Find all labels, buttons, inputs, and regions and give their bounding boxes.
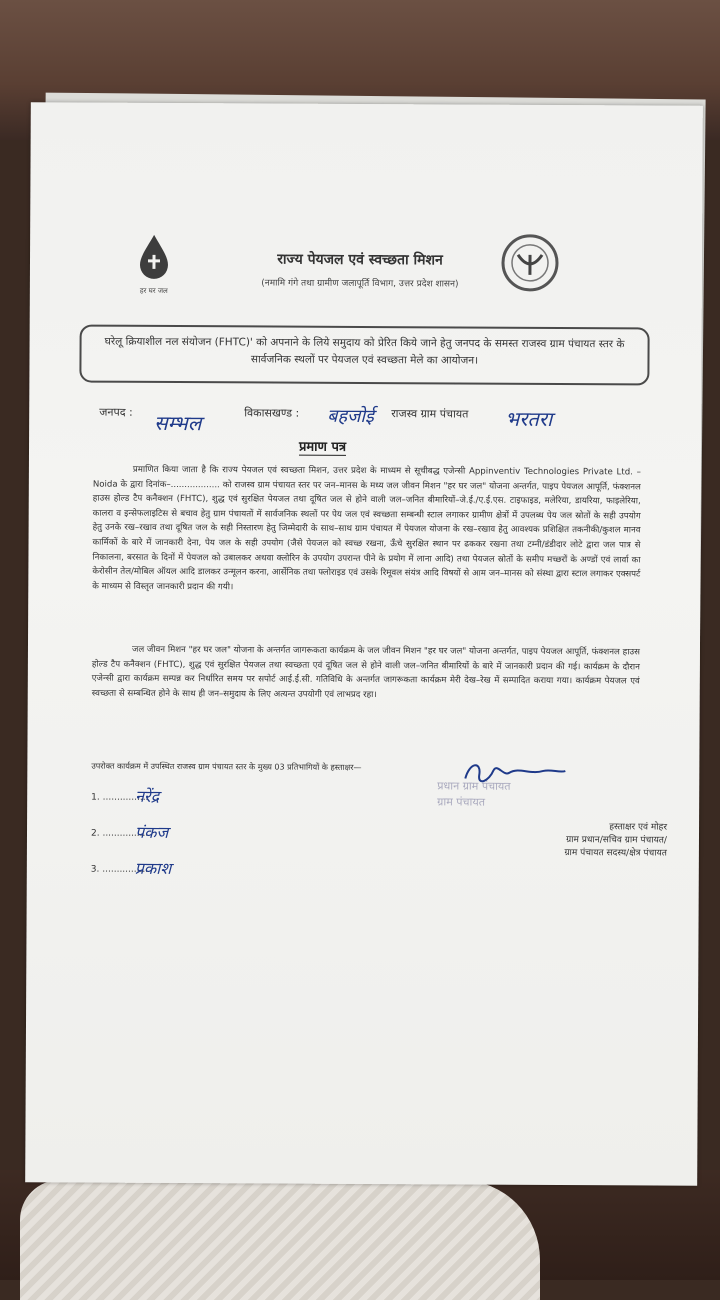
signature-block bbox=[467, 821, 667, 861]
signature-role: ग्राम पंचायत सदस्य/क्षेत्र पंचायत bbox=[564, 848, 667, 859]
district-value: सम्भल bbox=[154, 410, 202, 436]
paragraph-2: जल जीवन मिशन "हर घर जल" योजना के अन्तर्गत जागरूकता कार्यक्रम के जल जीवन मिशन "हर घर जल" योजना अन्तर्गत, पाइप पेयजल आपूर्ति, फंक्शनल हाउस होल्ड टैप कनैक्शन (FHTC), शुद्ध एवं सुरक्षित पेयजल तथा स्वच्छता एवं दूषित जल से होने वाली जल–जनित बीमारियों के बारे में जानकारी प्रदान की गई। कार्यक्रम के दौरान एजेन्सी द्वारा कार्यक्रम सम्पन्न कर निर्धारित समय पर सपोर्ट आई.ई.सी. गतिविधि के अन्तर्गत जागरूकता कार्यक्रम मेरी देख–रेख में सम्पादित कराया गया। कार्यक्रम पेयजल एवं स्वच्छता से सम्बन्धित होने के साथ ही जन–समुदाय के लिए अत्यन्त उपयोगी एवं लाभप्रद रहा। bbox=[91, 644, 640, 700]
subject-text: घरेलू क्रियाशील नल संयोजन (FHTC)' को अपनाने के लिये समुदाय को प्रेरित किये जाने हेतु जनपद के समस्त राजस्व ग्राम पंचायत स्तर के सार्वजनिक स्थलों पर पेयजल एवं स्वच्छता मेले का आयोजन। bbox=[104, 335, 625, 367]
paragraph-1: प्रमाणित किया जाता है कि राज्य पेयजल एवं स्वच्छता मिशन, उत्तर प्रदेश के माध्यम से सूचीबद्ध एजेन्सी Appinventiv Technologies Private Ltd. – Noida के द्वारा दिनांक–.................. को राजस्व ग्राम पंचायत स्तर पर जन–मानस के मध्य जल जीवन मिशन "हर घर जल" योजना अन्तर्गत, पाइप पेयजल आपूर्ति, फंक्शनल हाउस होल्ड टैप कनैक्शन (FHTC), शुद्ध एवं सुरक्षित पेयजल तथा दूषित जल से होने वाली जल–जनित बीमारियों–जे.ई./ए.ई.एस. टाइफाइड, मलेरिया, डायरिया, फाइलेरिया, कालरा व इन्सेफलाइटिस से बचाव हेतु ग्राम पंचायतों में सार्वजनिक स्थलों पर पेय जल एवं स्वच्छता सम्बन्धी स्टाल लगाकर ग्रामीण क्षेत्रों में उपलब्ध पेय जल स्रोतों के सही उपयोग हेतु उनके रख–रखाव तथा दूषित जल के सही निस्तारण हेतु जिम्मेदारी के साथ–साथ ग्राम पंचायत में पेयजल योजना के रख–रखाव हेतु आवश्यक प्रशिक्षित तकनीकी/कुशल मानव कार्मिकों के बारे में जानकारी देना, पेय जल के सही उपयोग (जैसे पेयजल को स्वच्छ रखना, ऊँचे सुरक्षित स्थान पर ढककर रखना तथा टम्नी/डंडीदार लोटे द्वारा जल पात्र से निकालना, बरसात के दिनों में पेयजल को उबालकर अथवा क्लोरिन के उपयोग उपरान्त पीने के प्रयोग में लाना आदि) तथा पेयजल स्रोतों के समीप मच्छरों के अण्डों एवं लार्वा का केरोसीन तेल/मोबिल ऑयल आदि डालकर उन्मूलन करना, आर्सेनिक तथा फ्लोराइड एवं उसके रिमूवल संयंत्र आदि विषयों से आम जन–मानस को संस्था द्वारा स्टाल लगाकर एक्सपर्ट के माध्यम से विस्तृत जानकारी प्रदान की गयी। bbox=[92, 464, 641, 593]
logo-caption: हर घर जल bbox=[139, 286, 168, 295]
participant-number: 1. bbox=[91, 792, 100, 803]
participant-signature: नरेंद्र bbox=[135, 786, 160, 806]
stamp-line: ग्राम पंचायत bbox=[437, 795, 486, 809]
participant-row: 3. ................ प्रकाश bbox=[90, 858, 172, 878]
block-label: विकासखण्ड : bbox=[244, 406, 300, 420]
panchayat-value: भरतरा bbox=[505, 406, 553, 431]
district-label: जनपद : bbox=[99, 405, 133, 419]
panchayat-label: राजस्व ग्राम पंचायत bbox=[391, 407, 469, 421]
block-value: बहजोई bbox=[327, 405, 374, 428]
water-drop-logo-icon bbox=[130, 231, 178, 295]
participant-signature: प्रकाश bbox=[134, 858, 172, 878]
org-subtitle: (नमामि गंगे तथा ग्रामीण जलापूर्ति विभाग, उत्तर प्रदेश शासन) bbox=[261, 278, 459, 290]
up-emblem-logo-icon bbox=[500, 233, 560, 293]
participant-number: 2. bbox=[90, 828, 100, 839]
stamp-line: प्रधान ग्राम पंचायत bbox=[437, 779, 511, 793]
participant-row: 1. ................ नरेंद्र bbox=[91, 786, 160, 806]
participant-number: 3. bbox=[90, 864, 100, 875]
signature-role: ग्राम प्रधान/सचिव ग्राम पंचायत/ bbox=[566, 835, 668, 846]
document-sheet bbox=[25, 102, 703, 1186]
certificate-title: प्रमाण पत्र bbox=[299, 437, 346, 456]
participant-row: 2. ................ पंकज bbox=[90, 822, 169, 842]
participant-signature: पंकज bbox=[134, 822, 169, 842]
subject-box bbox=[79, 325, 649, 386]
signature-caption: हस्ताक्षर एवं मोहर bbox=[609, 822, 668, 833]
participants-intro: उपरोक्त कार्यक्रम में उपस्थित राजस्व ग्राम पंचायत स्तर के मुख्य 03 प्रतिभागियों के हस्ताक्षर— bbox=[91, 761, 362, 772]
cloth bbox=[20, 1180, 540, 1300]
org-title: राज्य पेयजल एवं स्वच्छता मिशन bbox=[277, 251, 443, 269]
